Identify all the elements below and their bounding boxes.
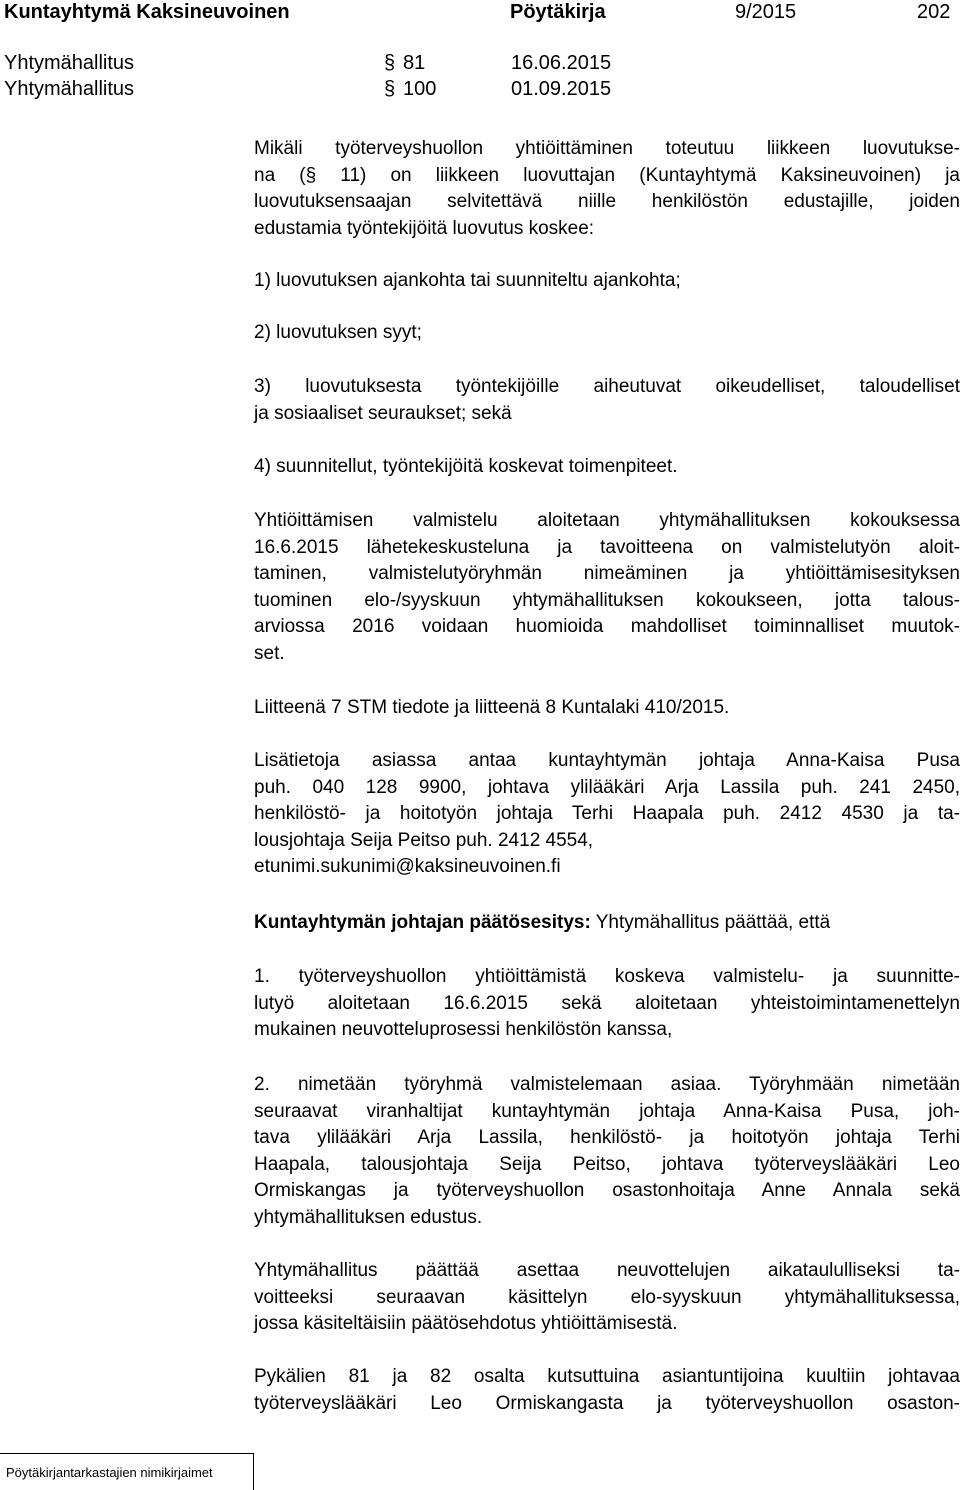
document-type: Pöytäkirja xyxy=(510,1,606,23)
text-line: seuraavat viranhaltijat kuntayhtymän johtaja Anna-Kaisa Pusa, joh- xyxy=(254,1100,960,1122)
text-line: tava ylilääkäri Arja Lassila, henkilöstö- ja hoitotyön johtaja Terhi xyxy=(254,1127,960,1148)
list-item xyxy=(254,320,960,347)
text-line: lousjohtaja Seija Peitso puh. 2412 4554, xyxy=(254,829,594,851)
text-line: mukainen neuvotteluprosessi henkilöstön kanssa, xyxy=(254,1019,673,1040)
text-line: Mikäli työterveyshuollon yhtiöittäminen toteutuu liikkeen luovutukse- xyxy=(254,138,960,159)
text-line: set. xyxy=(254,642,285,664)
initials-label: Pöytäkirjantarkastajien nimikirjaimet xyxy=(6,1465,213,1480)
text-line: 1) luovutuksen ajankohta tai suunniteltu ajankohta; xyxy=(254,270,681,291)
text-line: tuominen elo-/syyskuun yhtymähallituksen kokoukseen, jotta talous- xyxy=(254,589,960,611)
text-line: työterveyslääkäri Leo Ormiskangasta ja työterveyshuollon osaston- xyxy=(254,1392,960,1414)
issue-number: 9/2015 xyxy=(735,1,797,23)
contact-email: etunimi.sukunimi@kaksineuvoinen.fi xyxy=(254,856,561,877)
initials-box xyxy=(0,1453,254,1490)
text-line: 4) suunnitellut, työntekijöitä koskevat toimenpiteet. xyxy=(254,456,678,477)
text-line: jossa käsiteltäisiin päätösehdotus yhtiöittämisestä. xyxy=(254,1313,678,1334)
text-line: luovutuksensaajan selvitettävä niille henkilöstön edustajille, joiden xyxy=(254,191,960,212)
attachments-paragraph xyxy=(254,695,960,722)
text-line: taminen, valmistelutyöryhmän nimeäminen ja yhtiöittämisesityksen xyxy=(254,563,960,584)
text-line: henkilöstö- ja hoitotyön johtaja Terhi Haapala puh. 2412 4530 ja ta- xyxy=(254,803,960,824)
meeting-body: Yhtymähallitus xyxy=(4,52,135,74)
text-line: Yhtymähallitus päättää asettaa neuvottelujen aikataululliseksi ta- xyxy=(254,1260,960,1281)
text-line: Yhtiöittämisen valmistelu aloitetaan yhtymähallituksen kokouksessa xyxy=(254,510,960,531)
section-symbol: § xyxy=(384,52,396,74)
text-line: na (§ 11) on liikkeen luovuttajan (Kuntayhtymä Kaksineuvoinen) ja xyxy=(254,164,960,186)
text-line: 1. työterveyshuollon yhtiöittämistä koskeva valmistelu- ja suunnitte- xyxy=(254,966,960,987)
proposal-label: Kuntayhtymän johtajan päätösesitys: xyxy=(254,912,591,933)
schedule-paragraph xyxy=(254,1258,960,1338)
organization-name: Kuntayhtymä Kaksineuvoinen xyxy=(4,1,290,23)
text-line: arviossa 2016 voidaan huomioida mahdolliset toiminnalliset muutok- xyxy=(254,616,960,637)
text-line: Haapala, talousjohtaja Seija Peitso, johtava työterveyslääkäri Leo xyxy=(254,1153,960,1175)
proposal-text: Yhtymähallitus päättää, että xyxy=(590,912,831,933)
intro-paragraph xyxy=(254,136,960,242)
meeting-date: 01.09.2015 xyxy=(511,78,612,100)
text-line: puh. 040 128 9900, johtava ylilääkäri Arja Lassila puh. 241 2450, xyxy=(254,776,960,798)
section-number: 100 xyxy=(403,78,437,100)
meeting-date: 16.06.2015 xyxy=(511,52,612,74)
meeting-body: Yhtymähallitus xyxy=(4,78,135,100)
text-line: 2) luovutuksen syyt; xyxy=(254,322,422,343)
list-item xyxy=(254,268,960,295)
proposal-heading xyxy=(254,910,960,937)
text-line: 16.6.2015 lähetekeskusteluna ja tavoitteena on valmistelutyön aloit- xyxy=(254,536,960,558)
text-line: edustamia työntekijöitä luovutus koskee: xyxy=(254,217,595,239)
experts-paragraph xyxy=(254,1364,960,1417)
list-item xyxy=(254,374,960,427)
text-line: Liitteenä 7 STM tiedote ja liitteenä 8 Kuntalaki 410/2015. xyxy=(254,697,730,718)
list-item xyxy=(254,454,960,481)
text-line: 3) luovutuksesta työntekijöille aiheutuvat oikeudelliset, taloudelliset xyxy=(254,376,960,397)
text-line: voitteeksi seuraavan käsittelyn elo-syyskuun yhtymähallituksessa, xyxy=(254,1286,960,1308)
text-line: 2. nimetään työryhmä valmistelemaan asiaa. Työryhmään nimetään xyxy=(254,1074,960,1095)
text-line: lutyö aloitetaan 16.6.2015 sekä aloitetaan yhteistoimintamenettelyn xyxy=(254,992,960,1014)
text-line: Pykälien 81 ja 82 osalta kutsuttuina asiantuntijoina kuultiin johtavaa xyxy=(254,1366,960,1387)
text-line: ja sosiaaliset seuraukset; sekä xyxy=(254,402,512,424)
section-symbol: § xyxy=(384,78,396,100)
page-number: 202 xyxy=(917,1,951,23)
decision-item-1 xyxy=(254,964,960,1044)
text-line: yhtymähallituksen edustus. xyxy=(254,1206,483,1228)
section-number: 81 xyxy=(403,52,426,74)
contact-paragraph xyxy=(254,748,960,881)
text-line: Lisätietoja asiassa antaa kuntayhtymän johtaja Anna-Kaisa Pusa xyxy=(254,750,960,771)
preparation-paragraph xyxy=(254,508,960,667)
text-line: Ormiskangas ja työterveyshuollon osastonhoitaja Anne Annala sekä xyxy=(254,1180,960,1201)
decision-item-2 xyxy=(254,1072,960,1231)
